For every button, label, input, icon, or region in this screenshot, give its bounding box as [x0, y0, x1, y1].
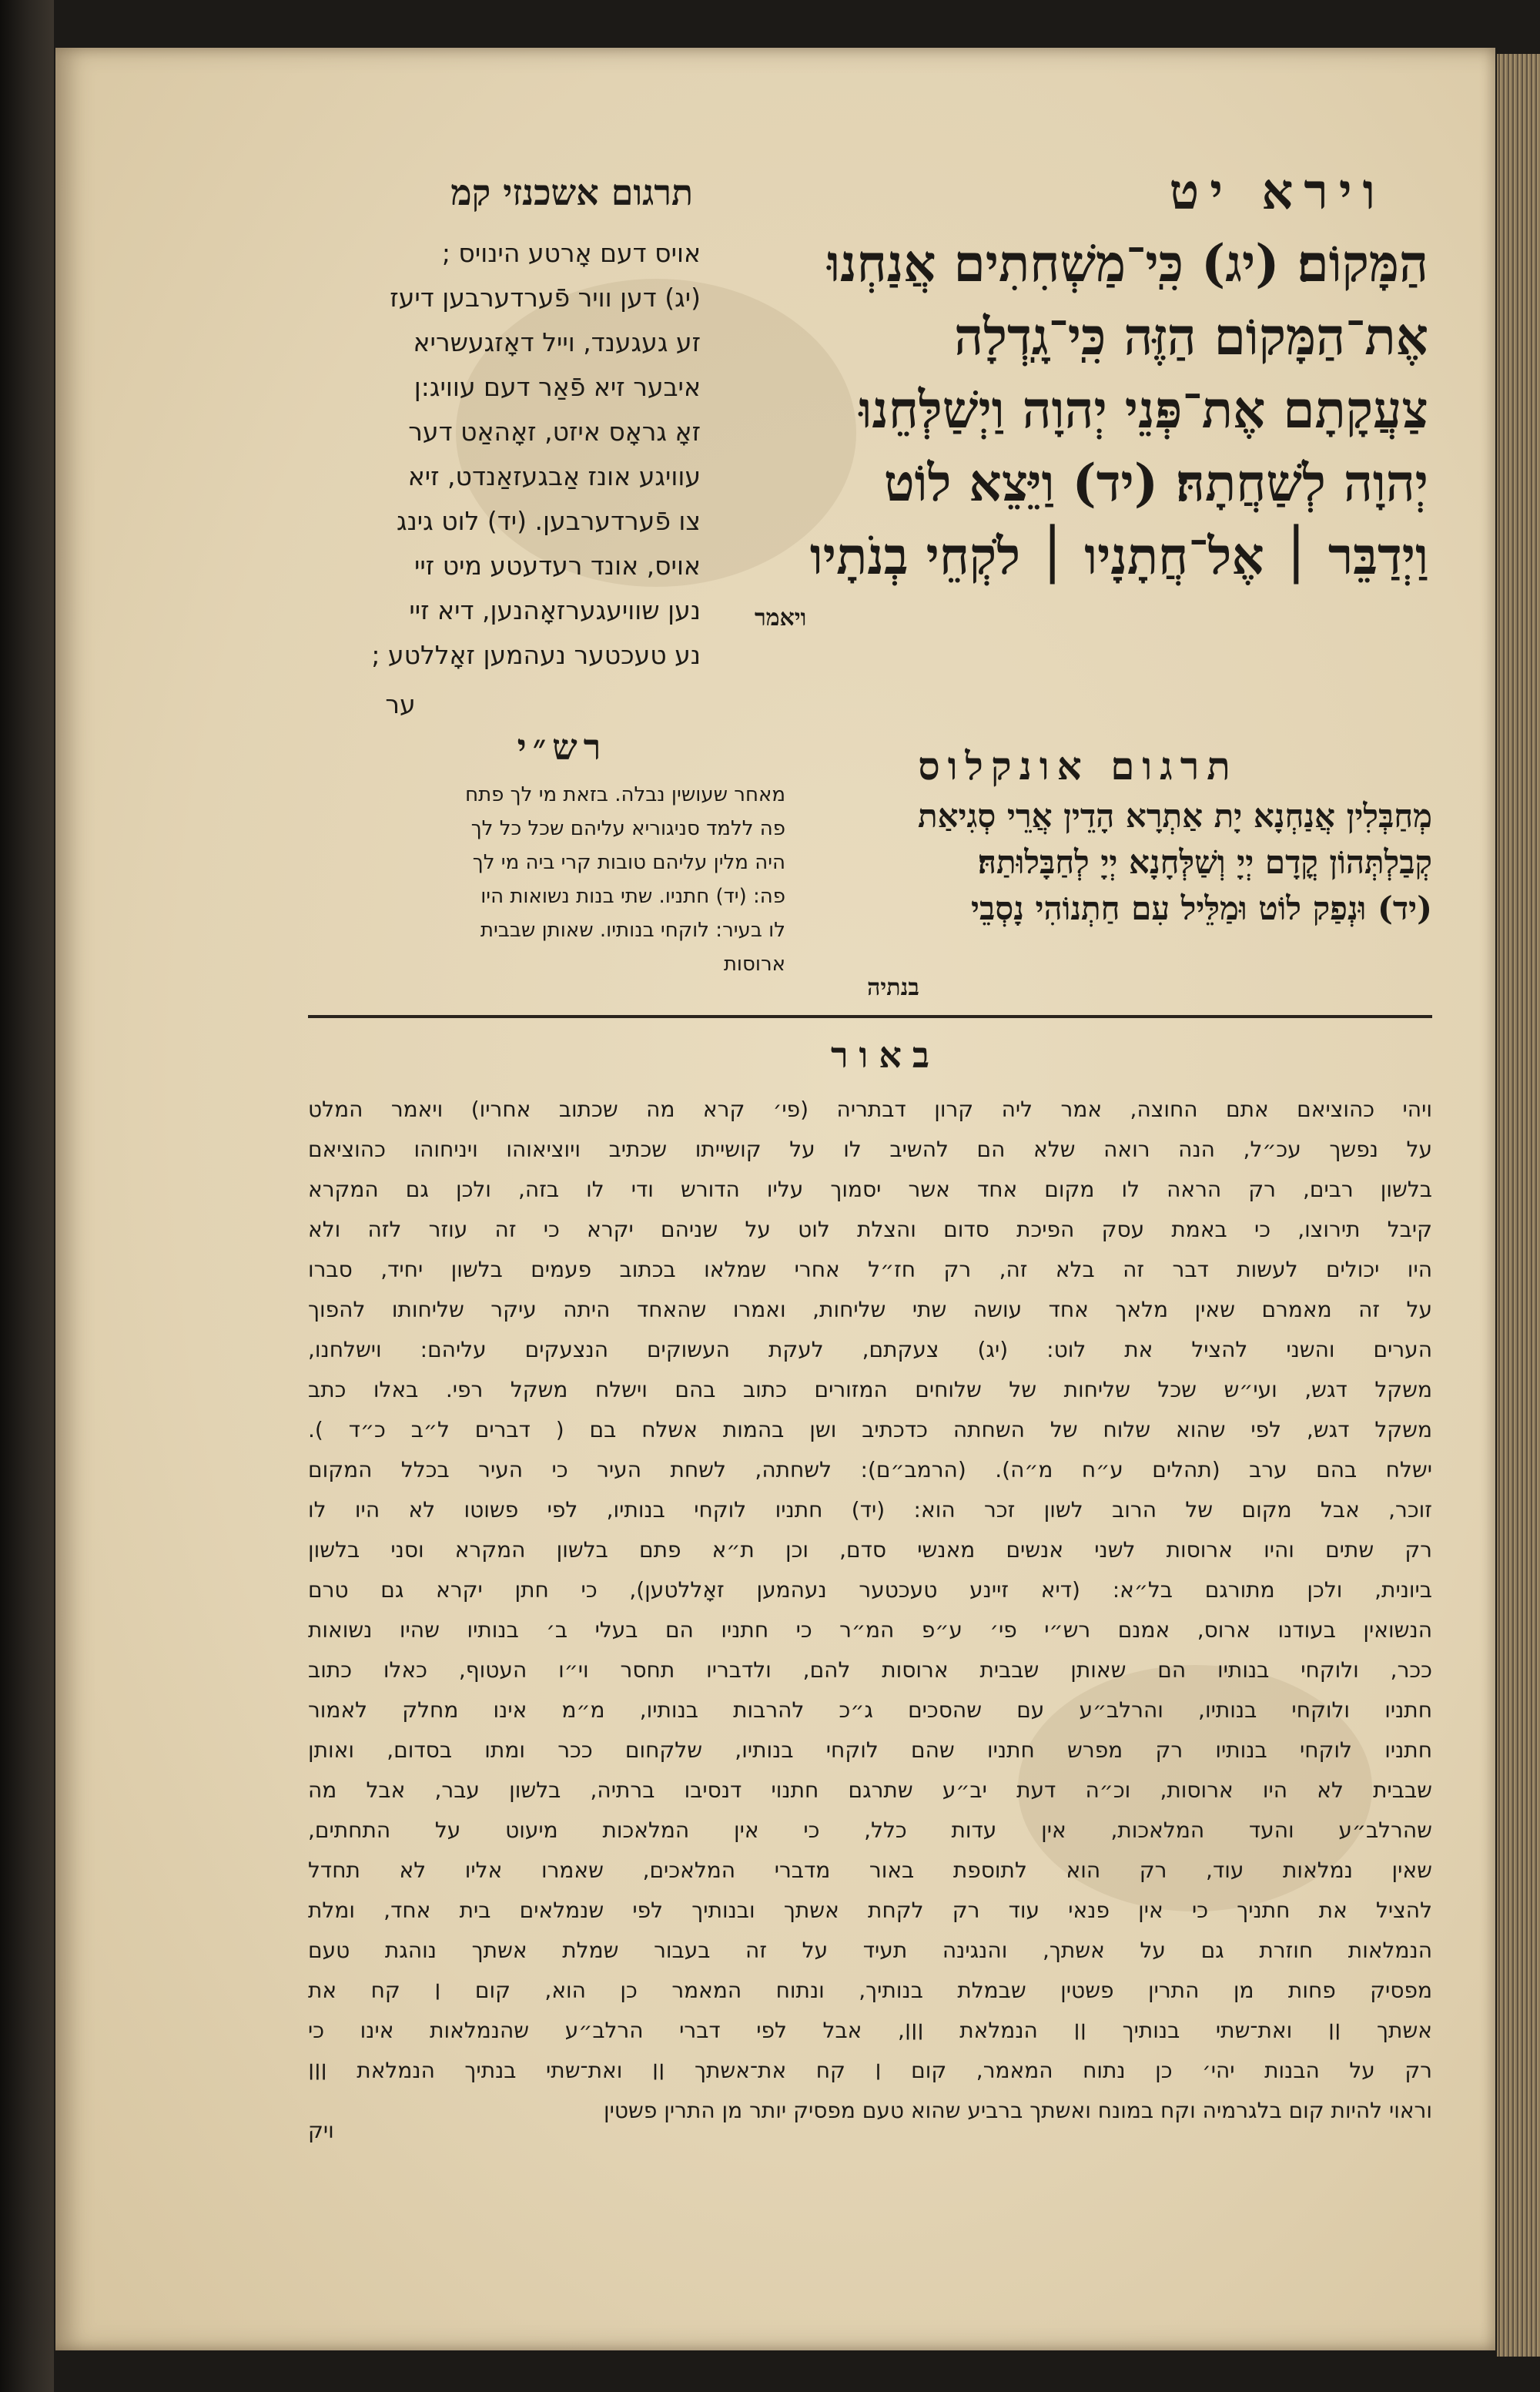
rashi-commentary: [304, 778, 785, 981]
biur-line: שהרלב״ע והעד המלאכות, אין עדות כלל, כי אין המלאכות מיעוט על התחתים,: [308, 1817, 1432, 1843]
hebrew-line: וַיְדַבֵּר ׀ אֶל־חֲתָנָיו ׀ לֹקְחֵי בְנֹתָיו: [809, 526, 1428, 586]
german-line: זע געגענד, וייל דאָזגעשריא: [413, 327, 701, 357]
german-line: צו פֿערדערבען. (יד) לוט גינג: [396, 506, 701, 536]
german-line: אויס דעם אָרטע הינויס ;: [441, 238, 701, 268]
biur-line: רק שתים והיו ארוסות לשני אנשים מאנשי סדם, וכן ת״א פתם בלשון המקרא וסני בלשון: [308, 1537, 1432, 1563]
hebrew-line: צַעֲקָתָם אֶת־פְּנֵי יְהוָה וַיְשַׁלְּחֵנוּ: [859, 380, 1428, 440]
biur-line: שאין נמלאות עוד, רק הוא לתוספת באור מדברי המלאכים, שאמרו אליו לא תחדל: [308, 1858, 1432, 1883]
running-head-parasha: וירא יט: [1169, 163, 1386, 221]
biur-line: בלשון רבים, רק הראה לו מקום אחד אשר יסמוך עליו הדורש ודי לו בזה, ולכן גם המקרא: [308, 1177, 1432, 1202]
onkelos-line: (יד) וּנְפַק לוֹט וּמַלֵּיל עִם חַתְנוֹהִי נָסְבֵי: [971, 889, 1432, 927]
biur-line: הערים והשני להציל את לוט: (יג) צעקתם, לעקת העשוקים הנצעקים עליהם: וישלחנו,: [308, 1337, 1432, 1362]
rashi-heading: רש״י: [517, 726, 608, 768]
biur-line: חתניו ולוקחי בנותיו, והרלב״ע עם שהסכים ג״כ להרבות בנותיו, מ״מ אינו מחלק לאמור: [308, 1697, 1432, 1723]
onkelos-heading: תרגום אונקלוס: [918, 743, 1238, 789]
biur-line: משקל דגש, לפי שהוא שלוח של השחתה כדכתיב ושן בהמות אשלח בם ( דברים ל״ב כ״ד ).: [308, 1417, 1432, 1442]
biur-line: שבבית לא היו ארוסות, וכ״ה דעת יב״ע שתרגם חתנוי דנסיבו ברתיה, בלשון עבר, אבל מה: [308, 1777, 1432, 1803]
rashi-line: לו בעיר: לוקחי בנותיו. שאותן שבבית: [480, 919, 785, 942]
biur-line: על נפשך עכ״ל, הנה רואה שלא הם להשיב לו על קושייתו שכתיב ויוציאוהו ויניחוהו כהוציאם: [308, 1137, 1432, 1162]
biur-line: הנמלאות חוזרת גם על אשתך, והנגינה תעיד על זה בעבור שמלת אשתך נוהגת טעם: [308, 1938, 1432, 1963]
biur-commentary: [308, 1090, 1432, 2131]
german-line: נען שוויעגערזאָהנען, דיא זיי: [409, 595, 701, 625]
german-line: נע טעכטער נעהמען זאָללטע ;: [371, 640, 701, 670]
german-line: זאָ גראָס איזט, זאָהאַט דער: [408, 417, 701, 447]
biur-line: הנשואין בעודנו ארוס, אמנם רש״י פי׳ ע״פ המ״ר כי חתניו הם בעלי ב׳ בנותיו שהיו נשואות: [308, 1617, 1432, 1643]
german-catchword: ער: [385, 689, 416, 719]
hebrew-line: יְהוָה לְשַׁחֲתָהּ׃ (יד) וַיֵּצֵא לוֹט: [883, 453, 1428, 513]
onkelos-catchword: בנתיה: [867, 974, 919, 1001]
biur-line: מפסיק פחות מן התרין פשטין שבמלת בנותיך, ונתוח המאמר כן הוא, קום ׀ קח את: [308, 1978, 1432, 2003]
rashi-line: ארוסות: [723, 953, 785, 976]
german-line: אויס, אונד רעדעטע מיט זיי: [414, 551, 701, 581]
hebrew-line: הַמָּקוֹם׃ (יג) כִּֽי־מַשְׁחִתִים אֲנַחְנוּ: [827, 233, 1428, 293]
biur-line: קיבל תירוצו, כי באמת עסק הפיכת סדום והצלת לוט על שניהם יקרא כי זה עוזר לזה ולא: [308, 1217, 1432, 1242]
hebrew-catchword: ויאמר: [755, 605, 807, 632]
onkelos-text: [816, 793, 1432, 932]
biur-line: להציל את חתניך כי אין פנאי עוד רק לקחת אשתך ובנותיך לפי שנמלאים בית אחד, ומלת: [308, 1898, 1432, 1923]
biur-line: ישלח בהם ערב (תהלים ע״ח מ״ה). (הרמב״ם): לשחתה, לשחת העיר כי העיר בכלל המקום: [308, 1457, 1432, 1482]
biur-line: ויהי כהוציאם אתם החוצה, אמר ליה קרון דבתריה (פי׳ קרא מה שכתוב אחריו) ויאמר המלט: [308, 1097, 1432, 1122]
biur-line: משקל דגש, ועי״ש שכל שליחות של שלוחים המזורים כתוב בהם וישלח משקל רפי. באלו כתב: [308, 1377, 1432, 1402]
biur-line: היו יכולים לעשות דבר זה בלא זה, רק חז״ל אחרי שמלאו בכתוב פעמים בלשון יחיד, סברו: [308, 1257, 1432, 1282]
running-head-targum-ashkenazi: תרגום אשכנזי קמ: [450, 172, 693, 213]
hebrew-line: אֶת־הַמָּקוֹם הַזֶּה כִּֽי־גָֽדְלָה: [954, 307, 1428, 367]
rashi-line: פה: (יד) חתניו. שתי בנות נשואות היו: [480, 885, 785, 908]
page-edges: [1497, 54, 1540, 2357]
onkelos-line: קְבַלְתְּהוֹן קֳדָם יְיָ וְשַׁלְּחָנָא יְיָ לְחַבָּלוּתַהּ׃: [977, 843, 1432, 881]
biur-line: זוכר, אבל מקום של הרוב לשון זכר הוא: (יד) חתניו לוקחי בנותיו, לפי פשוטו לא היו לו: [308, 1497, 1432, 1523]
book-binding: [0, 0, 54, 2392]
biur-line: רק על הבנות יהי׳ כן נתוח המאמר, קום ׀ קח את־אשתך ׀׀ ואת־שתי בנתיך הנמלאת ׀׀׀: [308, 2058, 1432, 2083]
section-divider: [308, 1015, 1432, 1018]
biur-line: על זה מאמרם שאין מלאך אחד עושה שתי שליחות, ואמרו שהאחד היתה עיקר שליחותו להפוך: [308, 1297, 1432, 1322]
german-line: (יג) דען וויר פֿערדערבען דיעז: [390, 283, 701, 313]
biur-heading: באור: [830, 1034, 941, 1076]
biur-line: אשתך ׀׀ ואת־שתי בנותיך ׀׀ הנמלאת ׀׀׀, אבל לפי דברי הרלב״ע שהנמלאות אינו כי: [308, 2018, 1432, 2043]
biur-line: ביונית, ולכן מתורגם בל״א: (דיא זיינע טעכטער נעהמען זאָללטען), כי חתן יקרא גם טרם: [308, 1577, 1432, 1603]
biur-line: חתניו לוקחי בנותיו רק מפרש חתניו שהם לוקחי בנותיו, שלקחום ככר ומתו בסדום, ואותן: [308, 1737, 1432, 1763]
rashi-line: פה ללמד סניגוריא עליהם שכל כל לך: [470, 817, 785, 840]
page-catchword: ויק: [308, 2118, 334, 2143]
rashi-line: מאחר שעושין נבלה. בזאת מי לך פתח: [465, 783, 785, 806]
biur-line: וראוי להיות קום בלגרמיה וקח במונח ואשתך ברביע שהוא טעם מפסיק יותר מן התרין פשטין: [603, 2098, 1432, 2123]
rashi-line: היה מלין עליהם טובות קרי ביה מי לך: [472, 851, 785, 874]
hebrew-verse-text: [735, 227, 1428, 593]
german-line: עוויגע אונז אַבגעזאַנדט, זיא: [407, 461, 701, 491]
german-line: איבער זיא פֿאַר דעם עוויג:ן: [413, 372, 701, 402]
onkelos-line: מְחַבְּלִין אֲנַחְנָא יָת אַתְרָא הָדֵין אֲרֵי סְגִיאַת: [917, 797, 1432, 835]
german-translation: [308, 231, 701, 678]
biur-line: ככר, ולוקחי בנותיו הם שאותן שבבית ארוסות להם, ולדבריו תחסר וי״ו העטוף, כאלו כתוב: [308, 1657, 1432, 1683]
